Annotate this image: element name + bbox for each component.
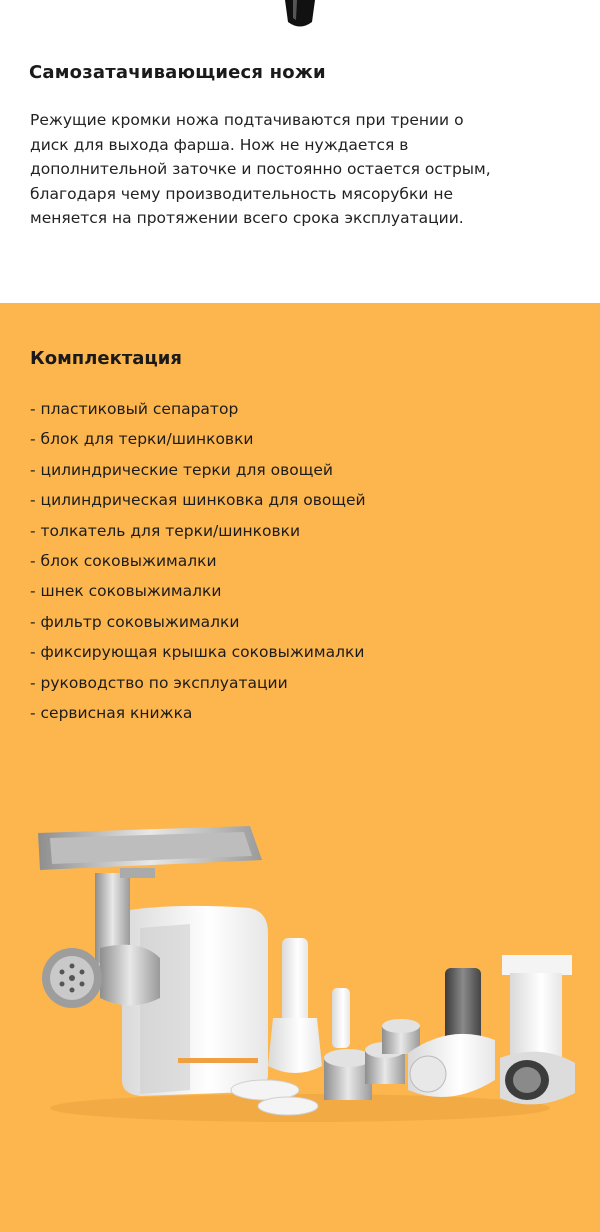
kit-item: - блок для терки/шинковки [30,430,254,449]
feature-description: Режущие кромки ножа подтачиваются при трении о диск для выхода фарша. Нож не нуждается в дополнительной заточке и постоянно остается острым, благодаря чему производительность мясорубки не меняется на протяжении всего срока эксплуатации. [30,111,491,227]
kit-item: - блок соковыжималки [30,551,217,570]
kit-item: - толкатель для терки/шинковки [30,521,301,540]
kit-item: - фильтр соковыжималки [30,612,240,631]
feature-section [0,0,600,303]
kit-item: - цилиндрическая шинковка для овощей [30,491,366,510]
kit-item: - цилиндрические терки для овощей [30,460,333,479]
meat-grinder-product-image [30,818,590,1133]
kit-item: - сервисная книжка [30,703,193,722]
kit-section [0,303,600,1232]
kit-item: - пластиковый сепаратор [30,400,239,418]
kit-list [30,397,366,731]
appliance-bottom-image [281,0,319,30]
kit-item: - шнек соковыжималки [30,582,222,601]
kit-title: Комплектация [30,348,182,369]
kit-item: - руководство по эксплуатации [30,673,288,692]
kit-item: - фиксирующая крышка соковыжималки [30,643,365,662]
feature-title: Самозатачивающиеся ножи [29,62,326,83]
